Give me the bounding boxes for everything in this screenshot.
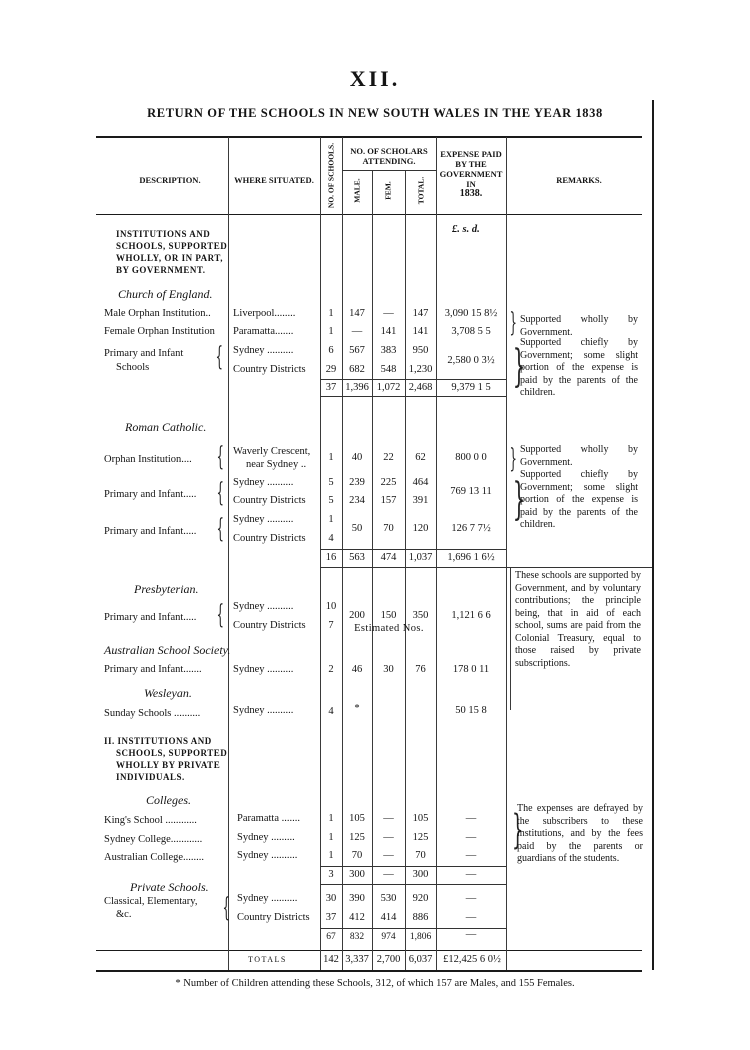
- footnote: * Number of Children attending these Schools, 312, of which 157 are Males, and 155 Females.: [175, 978, 575, 989]
- row-desc: Primary and Infant.....: [104, 612, 197, 623]
- row-fem-2: 548: [380, 364, 397, 375]
- row-male: 70: [351, 850, 363, 861]
- row-fem: 383: [380, 345, 397, 356]
- subtotal-fem: 474: [380, 552, 397, 563]
- total-expense: £12,425 6 0½: [443, 954, 501, 965]
- row-desc: Female Orphan Institution: [104, 326, 215, 337]
- header-rule: [96, 214, 642, 215]
- row-schools: 1: [328, 850, 334, 861]
- col-divider: [228, 137, 229, 970]
- row-where: Paramatta .......: [237, 813, 300, 824]
- row-where-2: Country Districts: [233, 620, 306, 631]
- remark: The expenses are defrayed by the subscribers to these institutions, and by the fees paid by the parents or guardians of the students.: [517, 803, 643, 864]
- subtotal-schools: 3: [328, 869, 334, 880]
- row-male: 567: [349, 345, 365, 356]
- row-schools: 1: [328, 813, 334, 824]
- subtotal-schools: 67: [326, 932, 336, 942]
- row-schools: 1: [328, 832, 334, 843]
- row-expense: 3,708 5 5: [451, 326, 491, 337]
- brace-icon: }: [512, 341, 526, 392]
- row-expense: 1,121 6 6: [451, 610, 491, 621]
- subtotal-rule: [320, 379, 506, 380]
- row-fem: 150: [380, 610, 397, 621]
- subtotal-expense: —: [465, 869, 477, 880]
- row-male: 200: [349, 610, 365, 621]
- row-fem-2: 157: [380, 495, 397, 506]
- row-where: Sydney ..........: [233, 601, 294, 612]
- remark: These schools are supported by Government, and by voluntary contributions; the principle being, that in aid of each school, sums are paid from the Colonial Treasury, equal to those raised by private subscriptions.: [515, 570, 641, 669]
- currency-header: £. s. d.: [452, 224, 480, 235]
- section-1-line-3: WHOLLY, OR IN PART,: [116, 253, 223, 263]
- row-schools: 1: [328, 326, 334, 337]
- row-schools: 1: [328, 308, 334, 319]
- row-male: 50: [351, 523, 363, 534]
- row-male-asterisk: *: [354, 703, 360, 714]
- totals-rule-bottom: [96, 970, 642, 972]
- row-where: Sydney ..........: [233, 705, 294, 716]
- row-where-2: Country Districts: [233, 364, 306, 375]
- row-where-2: Country Districts: [233, 495, 306, 506]
- header-schools: NO. OF SCHOOLS.: [326, 142, 336, 209]
- row-desc: Primary and Infant.......: [104, 664, 202, 675]
- row-fem: —: [383, 308, 394, 319]
- row-schools-2: 29: [325, 364, 337, 375]
- row-where: Sydney ..........: [237, 893, 298, 904]
- row-where: Sydney ..........: [233, 664, 294, 675]
- section-2-line-2: SCHOOLS, SUPPORTED: [116, 748, 228, 758]
- row-male: 390: [349, 893, 365, 904]
- row-schools: 5: [328, 477, 334, 488]
- row-total: 105: [412, 813, 429, 824]
- row-desc: Primary and Infant: [104, 348, 184, 359]
- row-male-2: 412: [349, 912, 365, 923]
- row-male: 46: [351, 664, 363, 675]
- row-schools-2: 7: [328, 620, 334, 631]
- row-expense: 800 0 0: [455, 452, 487, 463]
- row-where: Liverpool........: [233, 308, 296, 319]
- row-male: 125: [349, 832, 365, 843]
- section-2-line-4: INDIVIDUALS.: [116, 772, 185, 782]
- row-fem-2: 414: [380, 912, 397, 923]
- heading-roman-catholic: Roman Catholic.: [125, 420, 207, 434]
- row-total-2: 1,230: [408, 364, 433, 375]
- subtotal-expense: 1,696 1 6½: [447, 552, 495, 563]
- header-total: TOTAL.: [416, 176, 426, 205]
- subtotal-rule: [320, 549, 506, 550]
- subtotal-schools: 37: [325, 382, 337, 393]
- row-desc: King's School ............: [104, 815, 197, 826]
- total-fem: 2,700: [376, 954, 401, 965]
- heading-colleges: Colleges.: [146, 793, 191, 807]
- remark: Supported chiefly by Government; some slight portion of the expense is paid by the parents of the children.: [520, 337, 638, 398]
- row-where: Paramatta.......: [233, 326, 294, 337]
- row-where: Sydney ..........: [233, 514, 294, 525]
- row-desc-2: Schools: [116, 362, 150, 373]
- row-total-2: 391: [412, 495, 429, 506]
- page-number: XII.: [349, 66, 401, 91]
- brace-icon: }: [509, 308, 517, 338]
- remark: Supported chiefly by Government; some slight portion of the expense is paid by the parents of the children.: [520, 469, 638, 530]
- row-where: Sydney ..........: [233, 345, 294, 356]
- row-total-2: 886: [412, 912, 429, 923]
- row-male: 239: [349, 477, 365, 488]
- row-where-2: Country Districts: [233, 533, 306, 544]
- section-2-line-1: II. INSTITUTIONS AND: [104, 736, 212, 746]
- row-schools: 30: [325, 893, 337, 904]
- header-where: WHERE SITUATED.: [234, 175, 314, 185]
- row-expense-2: —: [465, 912, 477, 923]
- header-expense-3: GOVERNMENT: [439, 169, 503, 179]
- row-expense: 3,090 15 8½: [444, 308, 498, 319]
- header-description: DESCRIPTION.: [139, 175, 201, 185]
- section-1-line-1: INSTITUTIONS AND: [116, 229, 211, 239]
- row-expense: 769 13 11: [450, 486, 492, 497]
- row-male-2: 234: [349, 495, 365, 506]
- brace-icon: {: [216, 514, 224, 544]
- row-male: —: [351, 326, 363, 337]
- row-fem: 141: [380, 326, 397, 337]
- row-expense: —: [465, 893, 477, 904]
- row-schools: 4: [328, 706, 334, 717]
- brace-icon: {: [216, 600, 224, 630]
- subtotal-rule-bottom: [320, 396, 506, 397]
- row-total: 350: [412, 610, 429, 621]
- row-total: 464: [412, 477, 429, 488]
- remark: Supported wholly by Government.: [520, 314, 638, 338]
- subtotal-fem: 1,072: [376, 382, 401, 393]
- row-fem: 30: [383, 664, 394, 675]
- row-where-2: near Sydney ..: [246, 459, 307, 470]
- brace-icon: }: [509, 444, 517, 474]
- row-fem: —: [383, 850, 394, 861]
- row-desc: Primary and Infant.....: [104, 489, 197, 500]
- header-expense-1: EXPENSE PAID: [440, 149, 502, 159]
- header-remarks: REMARKS.: [556, 175, 602, 185]
- totals-label: TOTALS: [248, 955, 287, 964]
- row-desc: Sydney College............: [104, 834, 203, 845]
- subtotal-fem: —: [383, 869, 394, 880]
- top-rule: [96, 136, 642, 138]
- header-fem: FEM.: [383, 181, 393, 200]
- row-total: 920: [412, 893, 429, 904]
- row-fem: —: [383, 832, 394, 843]
- row-desc-2: &c.: [116, 909, 132, 920]
- section-2-line-3: WHOLLY BY PRIVATE: [116, 760, 221, 770]
- row-total: 76: [415, 664, 426, 675]
- row-male-2: 682: [349, 364, 365, 375]
- row-male: 147: [349, 308, 365, 319]
- brace-icon: {: [215, 342, 223, 372]
- row-expense: 50 15 8: [455, 705, 487, 716]
- subtotal-total: 2,468: [408, 382, 433, 393]
- total-schools: 142: [323, 954, 339, 965]
- subtotal-rule-bottom: [320, 567, 652, 568]
- subtotal-expense: —: [465, 929, 477, 940]
- subtotal-schools: 16: [325, 552, 337, 563]
- subtotal-fem: 974: [381, 932, 396, 942]
- row-expense: 178 0 11: [452, 664, 490, 675]
- page-title: RETURN OF THE SCHOOLS IN NEW SOUTH WALES IN THE YEAR 1838: [147, 106, 603, 120]
- heading-wesleyan: Wesleyan.: [144, 686, 192, 700]
- row-total: 141: [412, 326, 429, 337]
- row-fem: 70: [383, 523, 394, 534]
- col-divider: [506, 137, 507, 970]
- totals-rule-top: [96, 950, 642, 951]
- header-male: MALE.: [352, 178, 362, 203]
- total-male: 3,337: [345, 954, 369, 965]
- right-edge-rule: [652, 100, 654, 970]
- remark-bracket: [510, 568, 511, 710]
- section-1-line-2: SCHOOLS, SUPPORTED: [116, 241, 228, 251]
- brace-icon: {: [222, 893, 230, 923]
- row-desc: Primary and Infant.....: [104, 526, 197, 537]
- row-schools: 1: [328, 514, 334, 525]
- row-expense: —: [465, 850, 477, 861]
- row-expense: 2,580 0 3½: [447, 355, 495, 366]
- brace-icon: }: [512, 474, 526, 525]
- row-male: 40: [351, 452, 363, 463]
- subtotal-expense: 9,379 1 5: [451, 382, 491, 393]
- heading-church-of-england: Church of England.: [118, 287, 213, 301]
- row-desc: Classical, Elementary,: [104, 896, 198, 907]
- total-total: 6,037: [408, 954, 433, 965]
- row-schools-2: 4: [328, 533, 334, 544]
- row-schools-2: 5: [328, 495, 334, 506]
- row-schools: 10: [325, 601, 337, 612]
- estimated-note: Estimated Nos.: [354, 623, 424, 634]
- row-expense: —: [465, 813, 477, 824]
- row-fem: —: [383, 813, 394, 824]
- row-total: 120: [412, 523, 429, 534]
- row-where: Sydney ..........: [233, 477, 294, 488]
- subtotal-total: 300: [412, 869, 429, 880]
- row-desc: Male Orphan Institution..: [104, 308, 211, 319]
- row-total: 125: [412, 832, 429, 843]
- row-fem: 22: [383, 452, 394, 463]
- remark: Supported wholly by Government.: [520, 444, 638, 468]
- header-expense-4: IN: [466, 179, 476, 189]
- subtotal-total: 1,037: [408, 552, 433, 563]
- row-fem: 225: [380, 477, 397, 488]
- row-total: 70: [415, 850, 426, 861]
- brace-icon: {: [216, 478, 224, 508]
- subtotal-rule: [320, 866, 506, 867]
- row-fem: 530: [380, 893, 397, 904]
- row-expense: 126 7 7½: [451, 523, 491, 534]
- subtotal-total: 1,806: [409, 932, 432, 942]
- row-where: Sydney ..........: [237, 850, 298, 861]
- heading-australian-school-society: Australian School Society.: [104, 643, 231, 657]
- header-attending-1: NO. OF SCHOLARS: [350, 146, 428, 156]
- heading-private-schools: Private Schools.: [130, 880, 209, 894]
- header-expense-2: BY THE: [455, 159, 487, 169]
- row-desc: Sunday Schools ..........: [104, 708, 201, 719]
- row-where: Sydney .........: [237, 832, 295, 843]
- subtotal-male: 832: [349, 932, 365, 942]
- row-where: Waverly Crescent,: [233, 446, 311, 457]
- header-expense-5: 1838.: [459, 188, 483, 199]
- row-schools: 1: [328, 452, 334, 463]
- row-schools: 2: [328, 664, 334, 675]
- row-schools-2: 37: [325, 912, 337, 923]
- row-where-2: Country Districts: [237, 912, 310, 923]
- row-total: 62: [415, 452, 426, 463]
- row-total: 950: [412, 345, 429, 356]
- brace-icon: }: [511, 807, 524, 853]
- row-expense: —: [465, 832, 477, 843]
- row-schools: 6: [328, 345, 334, 356]
- row-total: 147: [412, 308, 429, 319]
- subtotal-rule-bottom: [320, 884, 506, 885]
- header-attending-2: ATTENDING.: [362, 156, 416, 166]
- subtotal-male: 563: [349, 552, 365, 563]
- row-desc: Orphan Institution....: [104, 454, 192, 465]
- row-male: 105: [349, 813, 365, 824]
- section-1-line-4: BY GOVERNMENT.: [116, 265, 206, 275]
- row-desc: Australian College........: [104, 852, 205, 863]
- heading-presbyterian: Presbyterian.: [134, 582, 199, 596]
- brace-icon: {: [216, 442, 224, 472]
- subtotal-male: 1,396: [345, 382, 369, 393]
- subtotal-male: 300: [349, 869, 365, 880]
